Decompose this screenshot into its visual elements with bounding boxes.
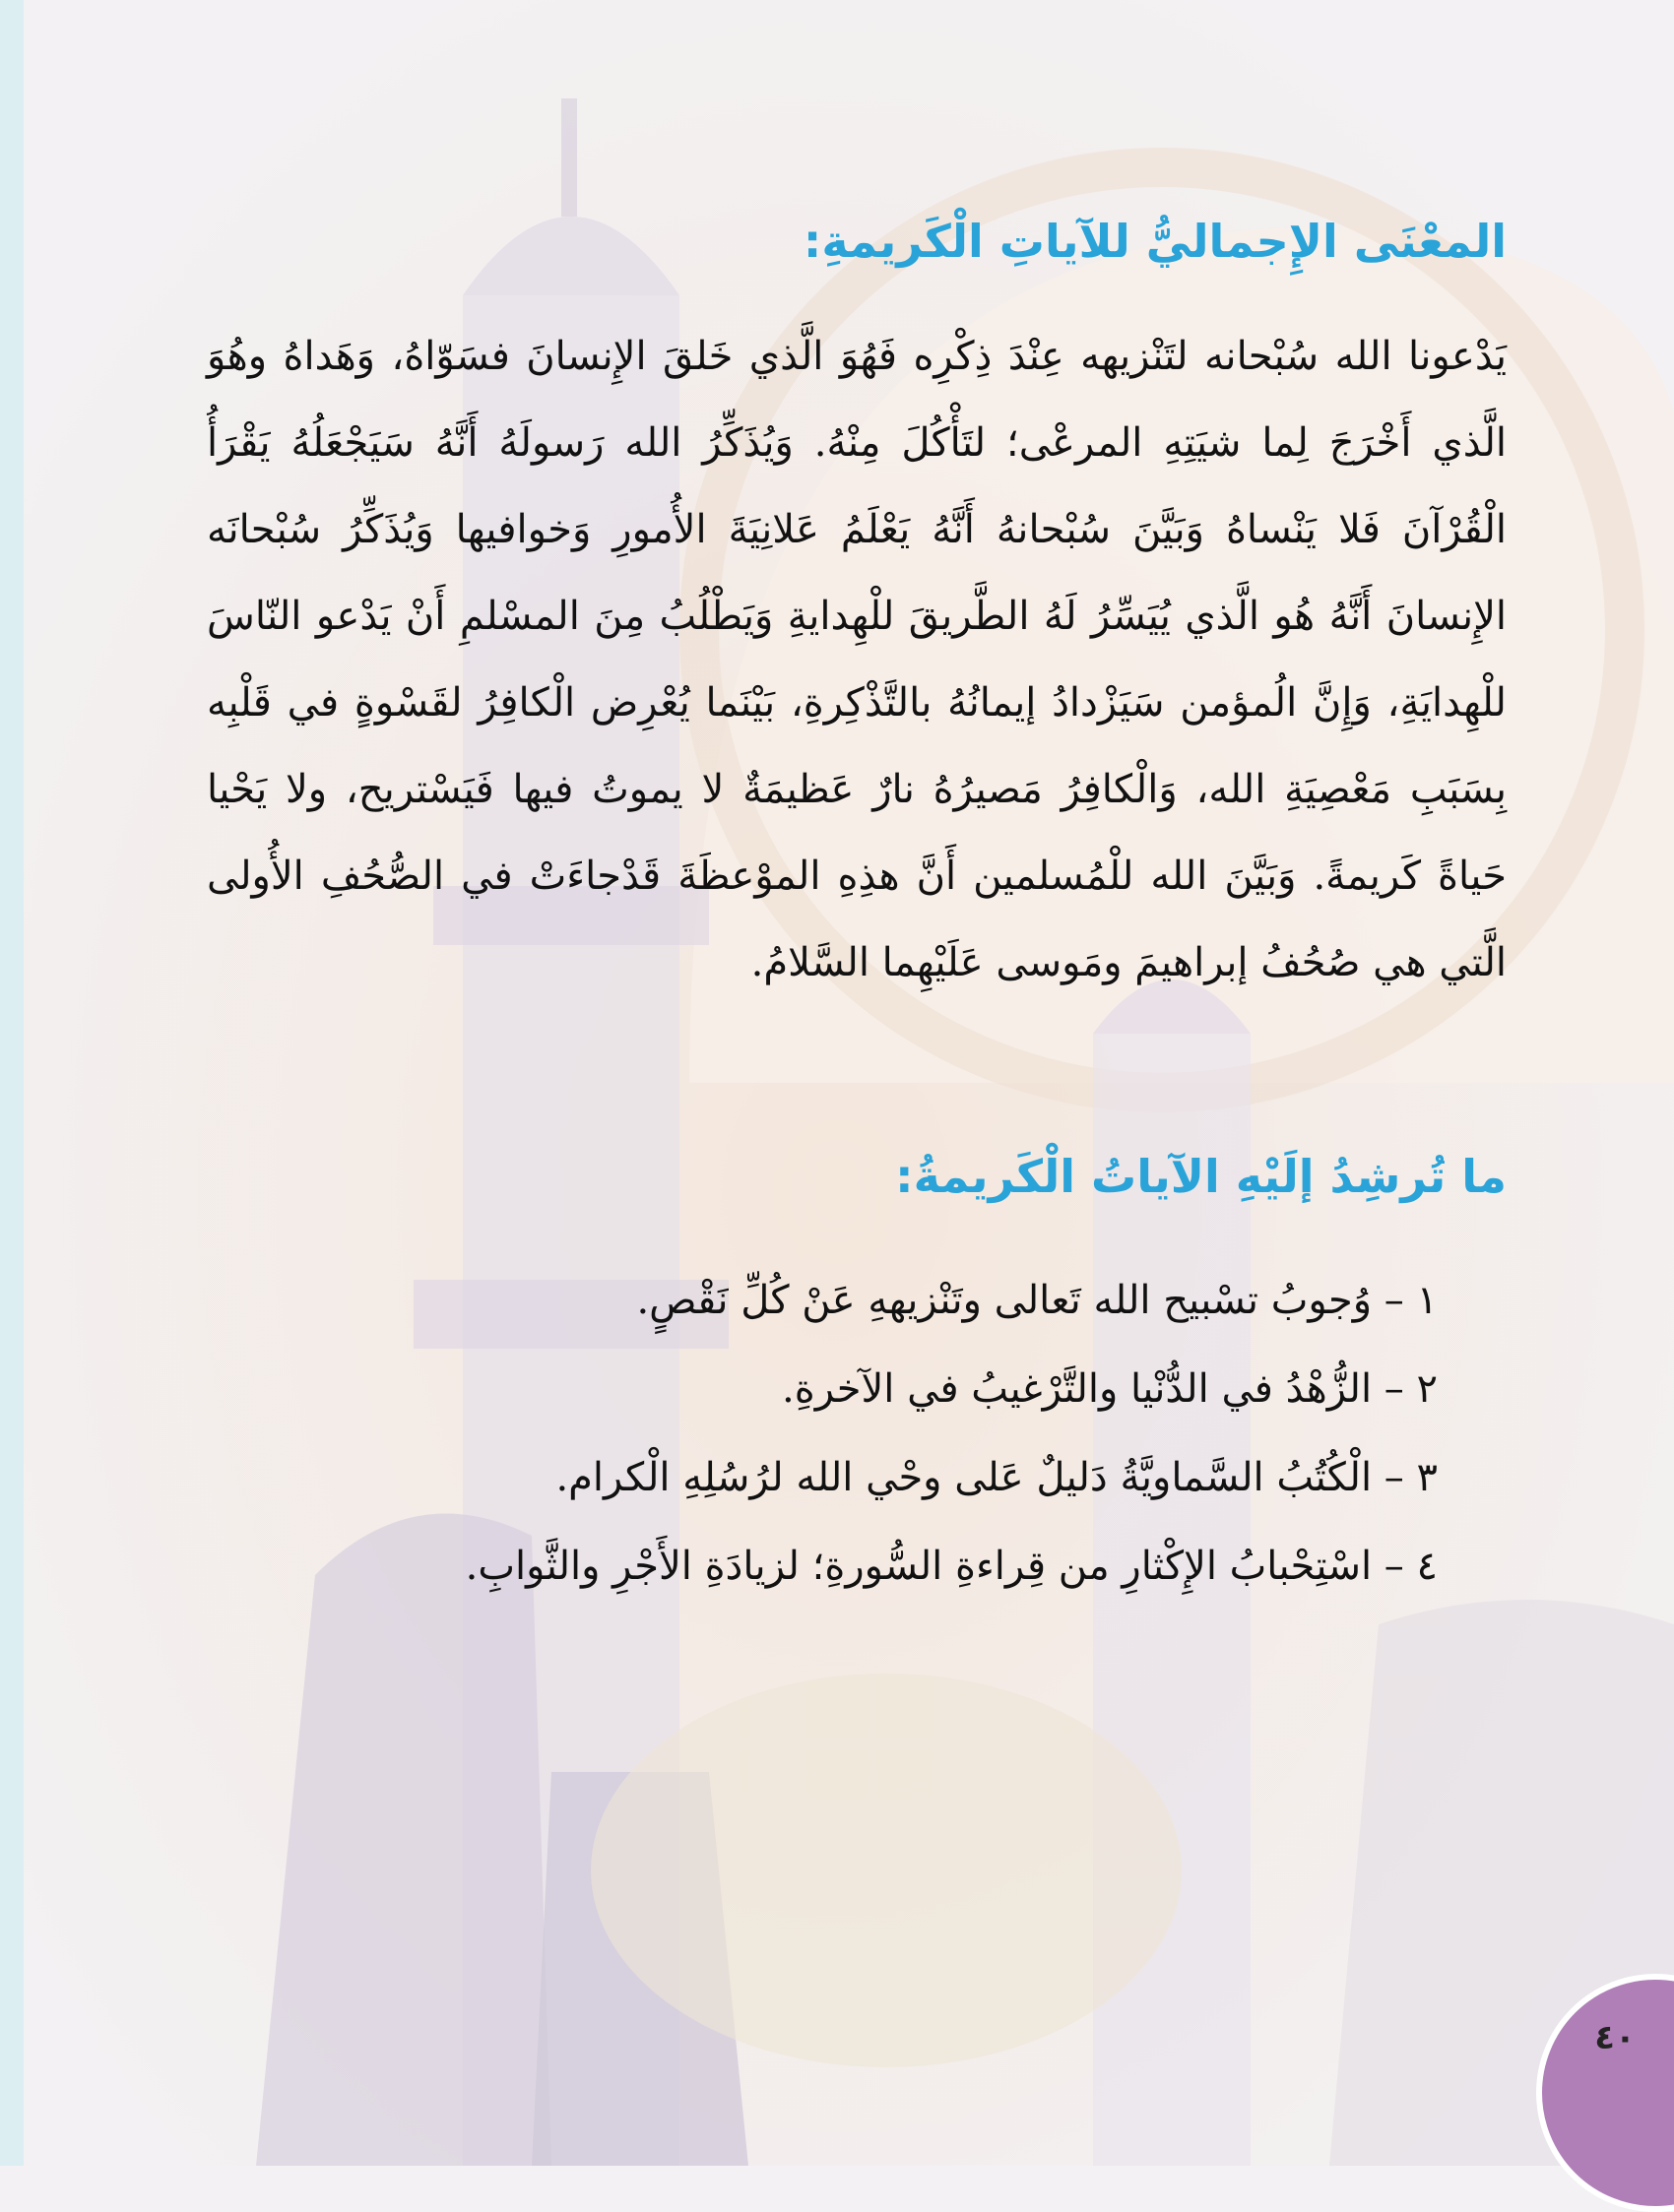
list-item: ٤ – اسْتِحْبابُ الإِكْثارِ من قِراءةِ السُّورةِ؛ لزيادَةِ الأَجْرِ والثَّوابِ.: [465, 1544, 1438, 1589]
section-heading-guidance: ما تُرشِدُ إلَيْهِ الآياتُ الْكَريمةُ:: [895, 1150, 1507, 1203]
list-item: ٣ – الْكُتُبُ السَّماويَّةُ دَليلٌ عَلى وحْي الله لرُسُلِهِ الْكرام.: [555, 1455, 1438, 1500]
page-number: ٤٠: [1594, 2018, 1636, 2057]
page-content: [207, 0, 1507, 2166]
general-meaning-paragraph: يَدْعونا الله سُبْحانه لتَنْزيهه عِنْدَ ذِكْرِه فَهُوَ الَّذي خَلقَ الإِنسانَ فسَوّاهُ، وَهَداهُ وهُوَ الَّذي أَخْرَجَ لِما شيَتِهِ المرعْى؛ لتَأْكُلَ مِنْهُ. وَيُذَكِّرُ الله رَسولَهُ أَنَّهُ سَيَجْعَلُهُ يَقْرَأُ الْقُرْآنَ فَلا يَنْساهُ وَبَيَّنَ سُبْحانهُ أَنَّهُ يَعْلَمُ عَلانِيَةَ الأُمورِ وَخوافيها وَيُذَكِّرُ سُبْحانَه الإِنسانَ أَنَّهُ هُو الَّذي يُيَسِّرُ لَهُ الطَّريقَ للْهِدايةِ وَيَطْلُبُ مِنَ المسْلمِ أَنْ يَدْعو النّاسَ للْهِدايَةِ، وَإِنَّ الُمؤمن سَيَزْدادُ إيمانُهُ بالتَّذْكِرةِ، بَيْنَما يُعْرِض الْكافِرُ لقَسْوةٍ في قَلْبِه بِسَبَبِ مَعْصِيَةِ الله، وَالْكافِرُ مَصيرُهُ نارٌ عَظيمَةٌ لا يموتُ فيها فَيَسْتريح، ولا يَحْيا حَياةً كَريمةً. وَبَيَّنَ الله للْمُسلمين أَنَّ هذِهِ الموْعظَةَ قَدْجاءَتْ في الصُّحُفِ الأُولى الَّتي هي صُحُفُ إبراهيمَ ومَوسى عَلَيْهِما السَّلامُ.: [207, 334, 1507, 985]
page-edge-strip: [0, 0, 24, 2166]
guidance-list: [466, 1256, 1438, 1611]
section-heading-general-meaning: المعْنَى الإِجماليُّ للآياتِ الْكَريمةِ:: [803, 215, 1507, 268]
list-item: ١ – وُجوبُ تسْبيح الله تَعالى وتَنْزيههِ عَنْ كُلِّ نَقْصٍ.: [636, 1278, 1438, 1323]
list-item: ٢ – الزُّهْدُ في الدُّنْيا والتَّرْغيبُ في الآخرةِ.: [782, 1366, 1438, 1412]
